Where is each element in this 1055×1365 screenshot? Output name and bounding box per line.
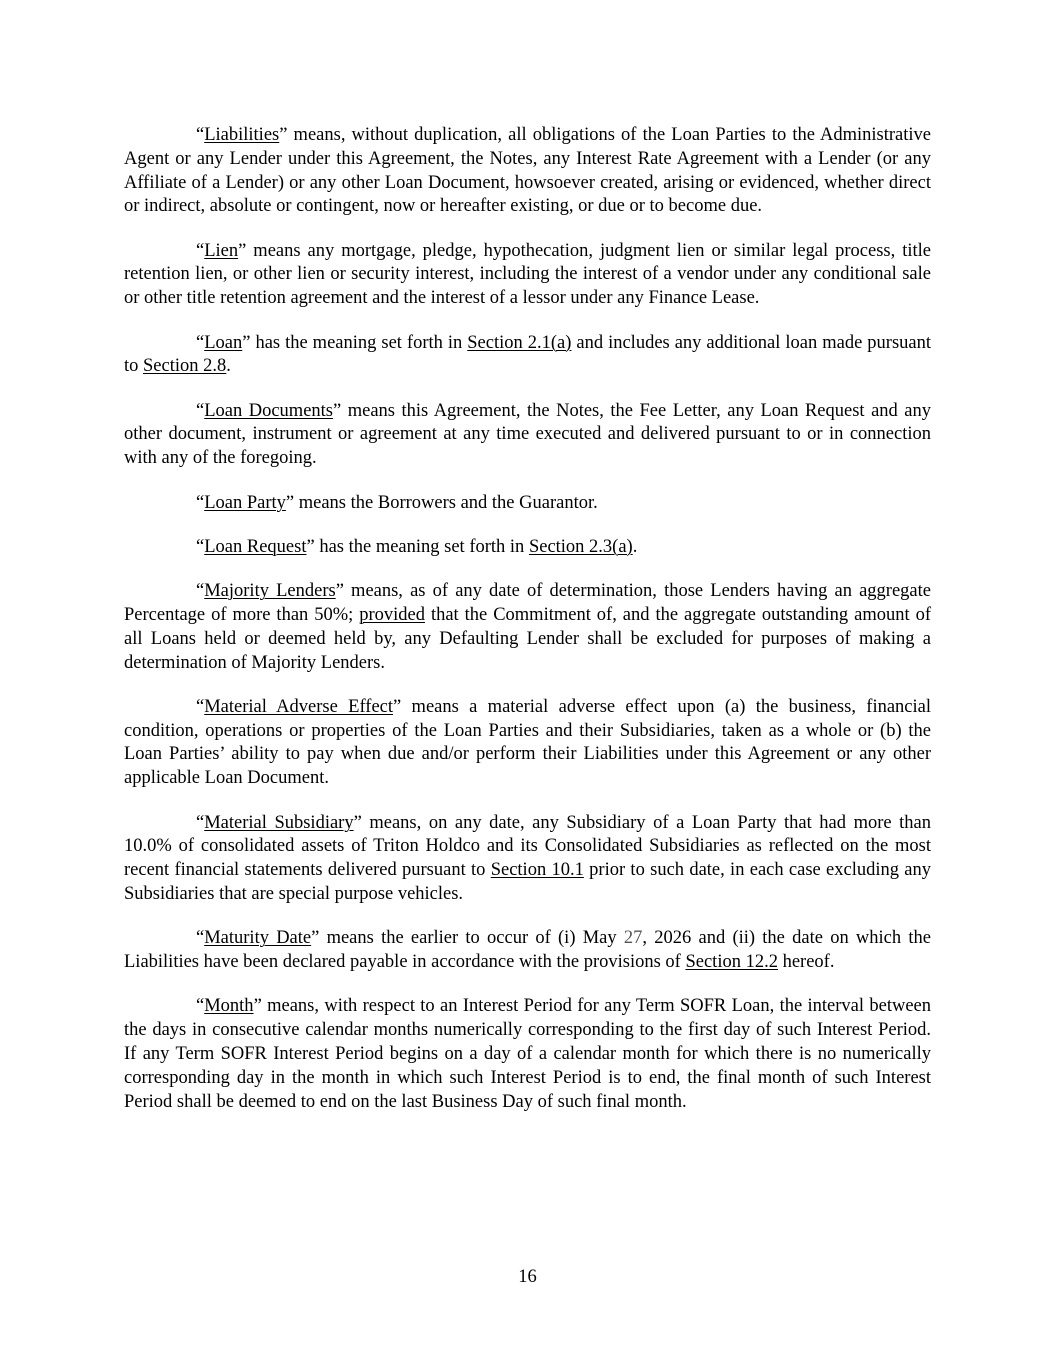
close-quote: ”: [238, 240, 247, 261]
definition-loan-party: [124, 492, 931, 516]
defined-term: Loan Documents: [204, 400, 333, 421]
document-page: [124, 124, 931, 1135]
definition-text: .: [226, 356, 231, 377]
definition-text: has the meaning set forth in: [314, 536, 529, 557]
close-quote: ”: [253, 996, 262, 1017]
defined-term: Loan Party: [204, 492, 286, 513]
definition-material-subsidiary: [124, 812, 931, 907]
definition-text: that the Commitment of, and the aggregate outstanding amount of all Loans held or deemed held by, any Defaulting Lender shall be excluded for purposes of making a determination of Majority Lenders.: [124, 604, 931, 673]
definition-text: .: [632, 536, 638, 557]
close-quote: ”: [393, 696, 402, 717]
open-quote: “: [196, 581, 205, 602]
maturity-day: 27: [623, 928, 643, 949]
defined-term: Lien: [204, 240, 239, 261]
definition-text: hereof.: [777, 952, 835, 973]
definition-text: means, as of any date of determination, those Lenders having an aggregate Percentage of more than 50%;: [124, 581, 931, 625]
section-reference: Section 10.1: [490, 860, 584, 881]
close-quote: ”: [353, 812, 362, 833]
definition-text: means the earlier to occur of (i) May: [319, 928, 624, 949]
definition-majority-lenders: [124, 580, 931, 675]
defined-term: Loan: [204, 332, 243, 353]
definition-text: prior to such date, in each case excluding any Subsidiaries that are special purpose vehicles.: [124, 860, 932, 904]
close-quote: ”: [311, 928, 320, 949]
definition-loan-request: [124, 536, 931, 560]
definition-text: and includes any additional loan made pursuant to: [124, 332, 931, 377]
open-quote: “: [196, 696, 205, 717]
section-reference: Section 2.8: [143, 356, 227, 377]
definition-loan: [124, 332, 931, 380]
close-quote: ”: [242, 332, 251, 353]
definition-material-adverse-effect: [124, 696, 931, 791]
defined-term: Material Subsidiary: [204, 812, 354, 833]
open-quote: “: [196, 812, 205, 833]
definition-text: means this Agreement, the Notes, the Fee Letter, any Loan Request and any other document, instrument or agreement at any time executed and delivered pursuant to or in connection with any of the foregoing.: [124, 400, 931, 469]
defined-term: Month: [204, 996, 254, 1017]
page-number: 16: [518, 1267, 537, 1287]
proviso-word: provided: [359, 604, 425, 625]
definition-liabilities: [124, 124, 931, 219]
open-quote: “: [196, 928, 205, 949]
definition-text: means, with respect to an Interest Period for any Term SOFR Loan, the interval between the days in consecutive calendar months numerically corresponding to the first day of such Interest Period. If any Term SOFR Interest Period begins on a day of a calendar month for which there is no numerically corresponding day in the month in which such Interest Period is to end, the final month of such Interest Period shall be deemed to end on the last Business Day of such final month.: [124, 996, 931, 1112]
defined-term: Maturity Date: [204, 928, 312, 949]
close-quote: ”: [285, 492, 295, 513]
definition-text: means, on any date, any Subsidiary of a Loan Party that had more than 10.0% of consolidated assets of Triton Holdco and its Consolidated Subsidiaries as reflected on the most recent financial statements delivered pursuant to: [124, 812, 931, 881]
definition-text: means a material adverse effect upon (a) the business, financial condition, operations or properties of the Loan Parties and their Subsidiaries, taken as a whole or (b) the Loan Parties’ ability to pay when due and/or perform their Liabilities under this Agreement or any other applicable Loan Document.: [124, 696, 931, 789]
definition-text: , 2026 and (ii) the date on which the Liabilities have been declared payable in accordance with the provisions of: [124, 928, 931, 973]
open-quote: “: [196, 492, 205, 513]
definition-text: means any mortgage, pledge, hypothecation, judgment lien or similar legal process, title retention lien, or other lien or security interest, including the interest of a vendor under any conditional sale or other title retention agreement and the interest of a lessor under any Finance Lease.: [124, 240, 931, 309]
open-quote: “: [196, 536, 205, 557]
close-quote: ”: [279, 125, 288, 145]
section-reference: Section 2.1(a): [467, 332, 572, 353]
close-quote: ”: [335, 581, 344, 602]
defined-term: Majority Lenders: [204, 581, 336, 602]
defined-term: Liabilities: [204, 125, 280, 145]
definition-maturity-date: [124, 927, 931, 975]
open-quote: “: [196, 240, 205, 261]
defined-term: Loan Request: [204, 536, 307, 557]
section-reference: Section 12.2: [685, 952, 778, 973]
open-quote: “: [196, 332, 205, 353]
definition-text: has the meaning set forth in: [250, 332, 468, 353]
defined-term: Material Adverse Effect: [204, 696, 394, 717]
open-quote: “: [196, 125, 205, 145]
definition-text: means the Borrowers and the Guarantor.: [294, 492, 598, 513]
definition-month: [124, 995, 931, 1114]
open-quote: “: [196, 400, 205, 421]
section-reference: Section 2.3(a): [528, 536, 633, 557]
definition-loan-documents: [124, 400, 931, 471]
definition-text: means, without duplication, all obligations of the Loan Parties to the Administrative Agent or any Lender under this Agreement, the Notes, any Interest Rate Agreement with a Lender (or any Affiliate of a Lender) or any other Loan Document, howsoever created, arising or evidenced, whether direct or indirect, absolute or contingent, now or hereafter existing, or due or to become due.: [124, 125, 931, 217]
open-quote: “: [196, 996, 205, 1017]
definition-lien: [124, 240, 931, 311]
close-quote: ”: [333, 400, 342, 421]
close-quote: ”: [306, 536, 315, 557]
